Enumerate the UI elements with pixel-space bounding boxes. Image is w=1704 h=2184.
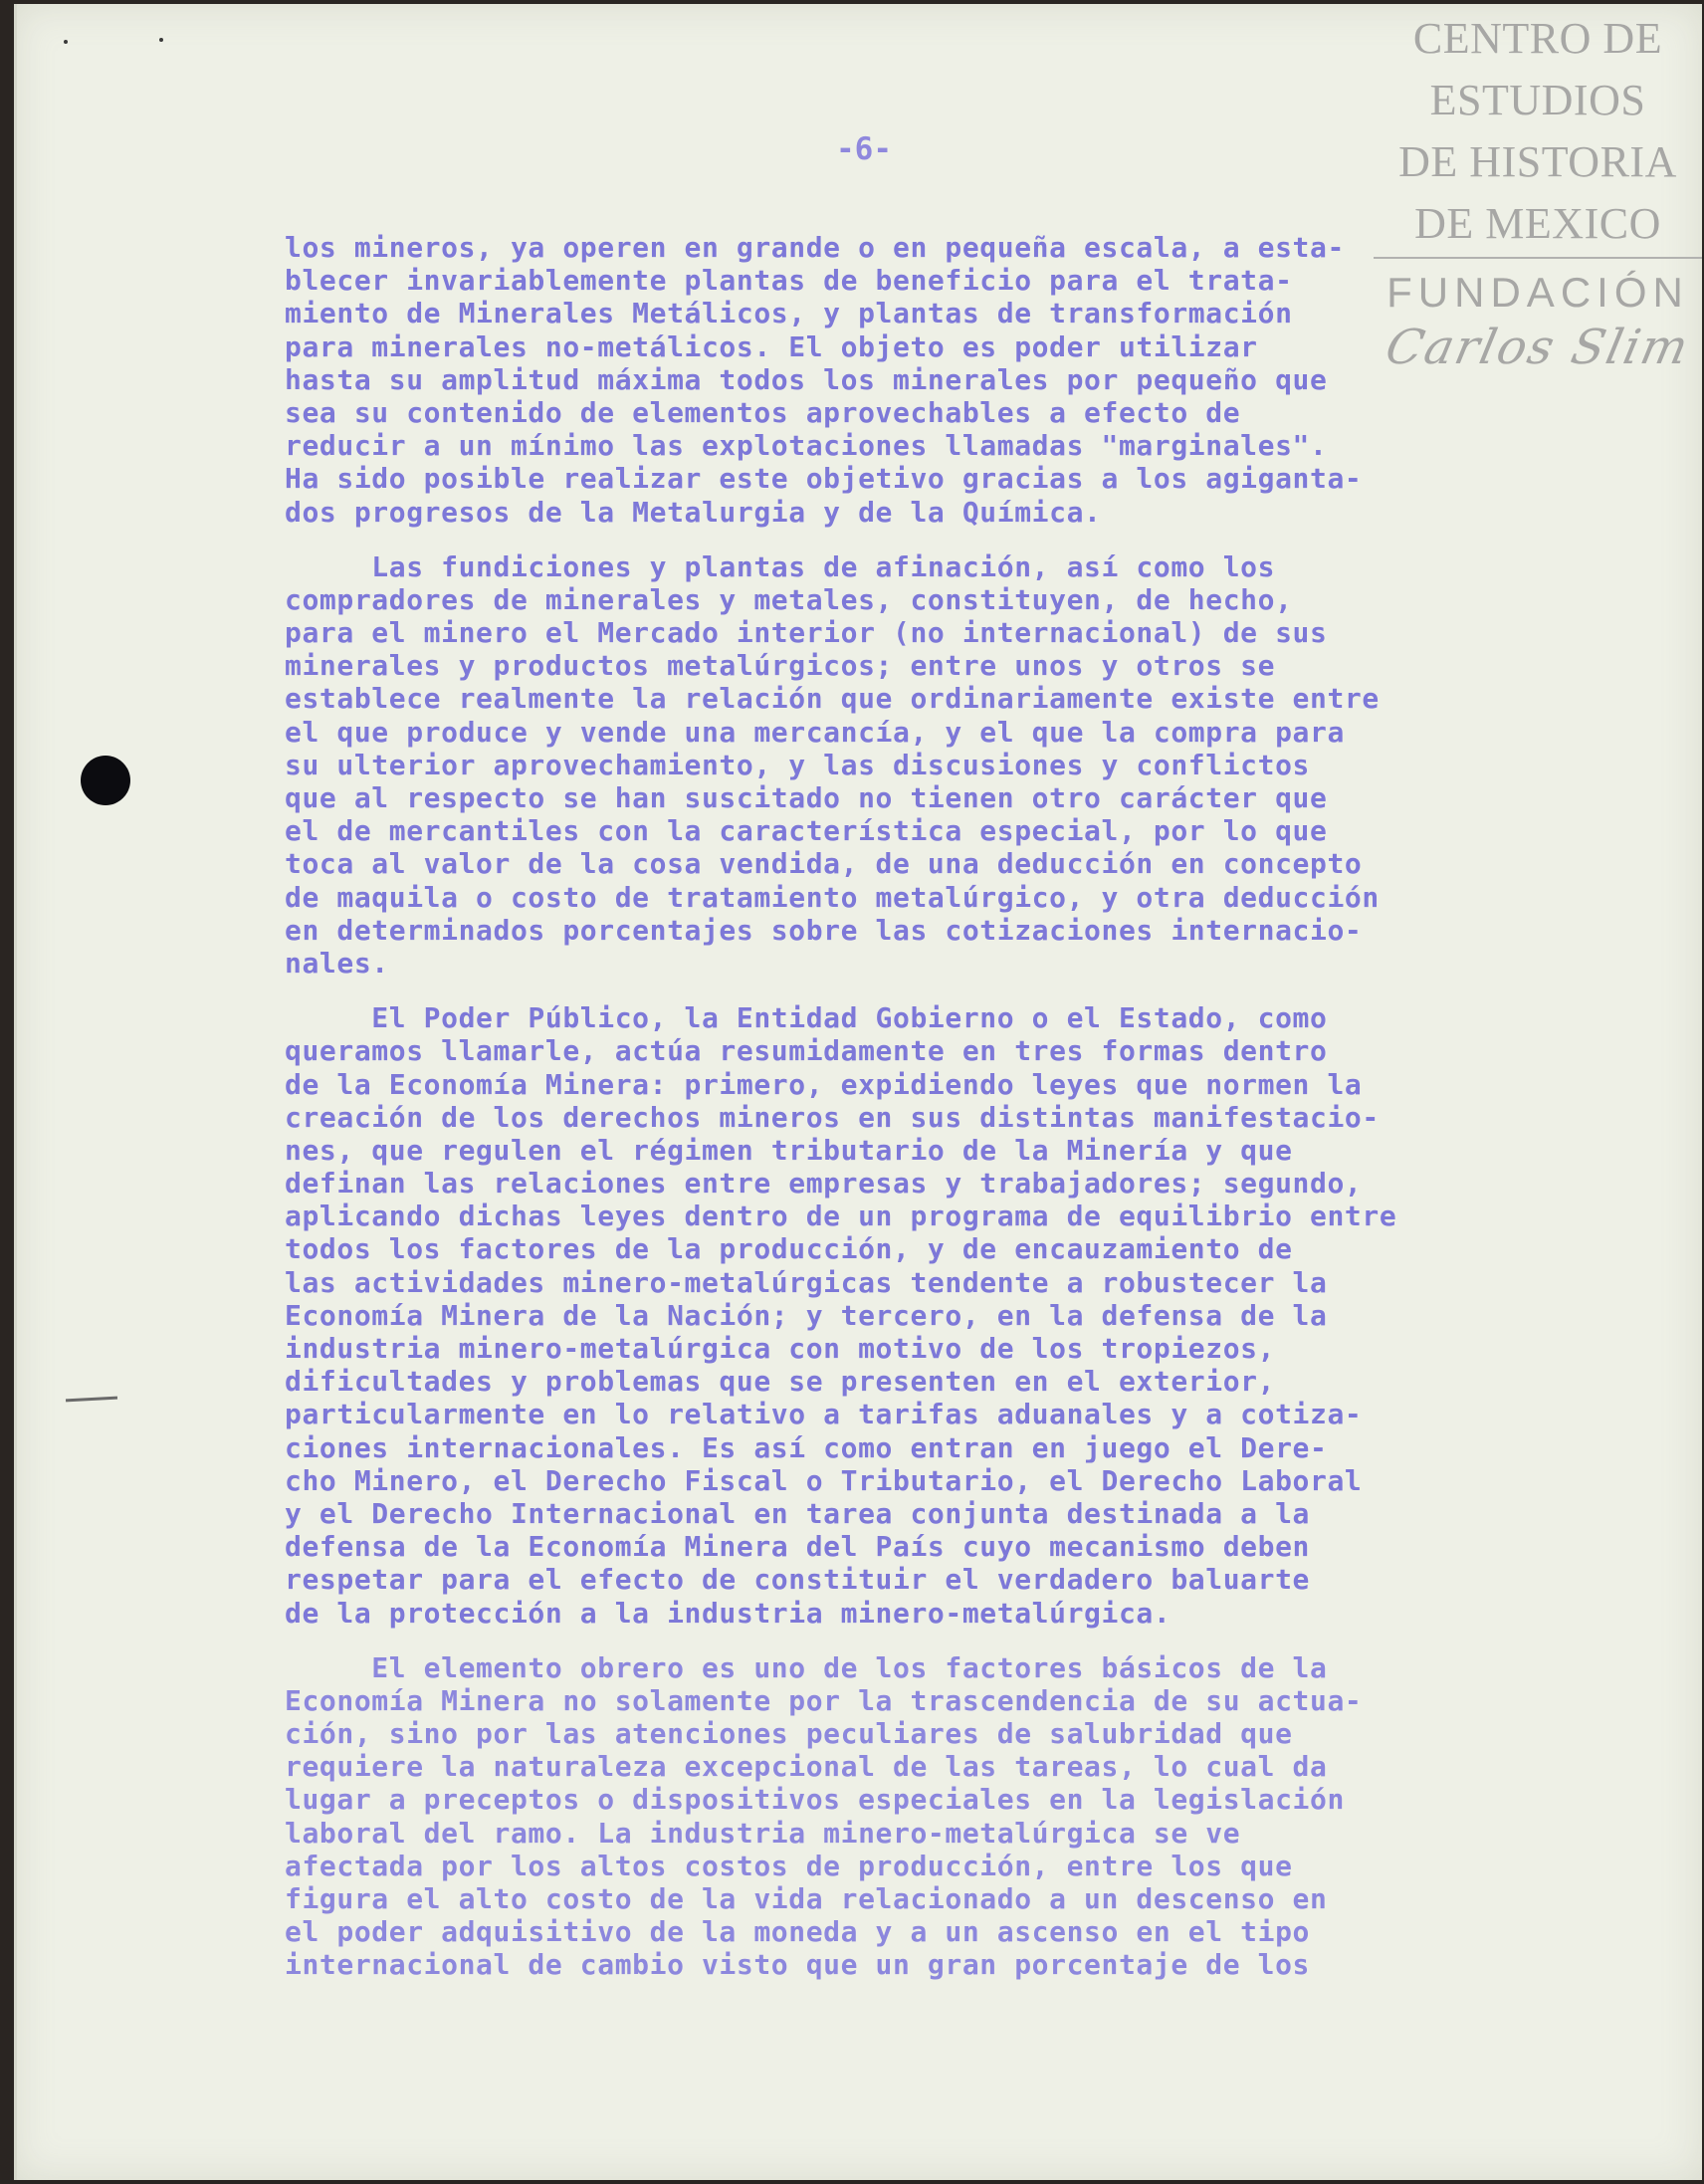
text-line: el poder adquisitivo de la moneda y a un ascenso en el tipo [285, 1915, 1310, 1949]
paragraph [285, 1651, 1579, 1982]
text-line: ciones internacionales. Es así como entran en juego el Dere- [285, 1430, 1328, 1464]
paragraph [285, 1001, 1579, 1630]
text-line: defensa de la Economía Minera del País cuyo mecanismo deben [285, 1530, 1310, 1564]
text-line: para minerales no-metálicos. El objeto es poder utilizar [285, 329, 1258, 363]
page-edge [14, 4, 17, 2180]
text-line: dos progresos de la Metalurgia y de la Química. [285, 495, 1102, 529]
punch-hole [81, 756, 130, 805]
text-line: aplicando dichas leyes dentro de un programa de equilibrio entre [285, 1200, 1397, 1233]
speck [64, 40, 68, 44]
text-line: internacional de cambio visto que un gran porcentaje de los [285, 1948, 1310, 1982]
watermark-signature: Carlos Slim [1381, 320, 1695, 375]
margin-mark [66, 1397, 117, 1403]
text-line: sea su contenido de elementos aprovechables a efecto de [285, 395, 1241, 429]
text-line: hasta su amplitud máxima todos los minerales por pequeño que [285, 362, 1328, 396]
text-line: el de mercantiles con la característica especial, por lo que [285, 814, 1328, 848]
text-line: dificultades y problemas que se presenten en el exterior, [285, 1365, 1276, 1399]
text-line: Economía Minera de la Nación; y tercero, en la defensa de la [285, 1298, 1328, 1332]
text-line: respetar para el efecto de constituir el verdadero baluarte [285, 1563, 1310, 1597]
paragraph [285, 231, 1579, 529]
text-line: el que produce y vende una mercancía, y el que la compra para [285, 715, 1345, 749]
text-line: las actividades minero-metalúrgicas tendente a robustecer la [285, 1265, 1328, 1299]
text-line: reducir a un mínimo las explotaciones llamadas "marginales". [285, 429, 1328, 463]
text-line: Las fundiciones y plantas de afinación, así como los [285, 549, 1276, 583]
text-line: compradores de minerales y metales, constituyen, de hecho, [285, 582, 1293, 616]
text-line: nes, que regulen el régimen tributario de la Minería y que [285, 1133, 1293, 1167]
text-line: nales. [285, 946, 389, 980]
text-line: toca al valor de la cosa vendida, de una deducción en concepto [285, 847, 1363, 881]
text-line: creación de los derechos mineros en sus distintas manifestacio- [285, 1100, 1380, 1134]
watermark-line-2: ESTUDIOS [1429, 76, 1646, 124]
watermark-line-4: DE MEXICO [1414, 199, 1661, 248]
text-line: que al respecto se han suscitado no tienen otro carácter que [285, 781, 1328, 814]
text-line: para el minero el Mercado interior (no internacional) de sus [285, 616, 1328, 650]
text-line: todos los factores de la producción, y de encauzamiento de [285, 1232, 1293, 1266]
text-line: particularmente en lo relativo a tarifas aduanales y a cotiza- [285, 1398, 1363, 1431]
text-line: de maquila o costo de tratamiento metalúrgico, y otra deducción [285, 880, 1380, 914]
text-line: industria minero-metalúrgica con motivo de los tropiezos, [285, 1332, 1276, 1365]
text-line: y el Derecho Internacional en tarea conjunta destinada a la [285, 1496, 1310, 1530]
text-line: queramos llamarle, actúa resumidamente en tres formas dentro [285, 1034, 1328, 1068]
text-line: afectada por los altos costos de producción, entre los que [285, 1849, 1293, 1882]
text-line: El elemento obrero es uno de los factores básicos de la [285, 1650, 1328, 1684]
text-line: Ha sido posible realizar este objetivo gracias a los agiganta- [285, 462, 1363, 496]
paragraph [285, 550, 1579, 980]
page-number: -6- [836, 131, 892, 167]
text-line: en determinados porcentajes sobre las cotizaciones internacio- [285, 913, 1363, 947]
text-line: definan las relaciones entre empresas y trabajadores; segundo, [285, 1167, 1363, 1201]
text-line: Economía Minera no solamente por la trascendencia de su actua- [285, 1683, 1363, 1717]
text-line: establece realmente la relación que ordinariamente existe entre [285, 682, 1380, 716]
speck [159, 38, 163, 42]
typed-text-body [285, 231, 1579, 2004]
watermark-line-3: DE HISTORIA [1398, 137, 1677, 186]
text-line: miento de Minerales Metálicos, y plantas de transformación [285, 297, 1293, 330]
text-line: El Poder Público, la Entidad Gobierno o el Estado, como [285, 1001, 1328, 1035]
text-line: blecer invariablemente plantas de beneficio para el trata- [285, 264, 1293, 298]
watermark-line-1: CENTRO DE [1412, 14, 1663, 63]
text-line: su ulterior aprovechamiento, y las discusiones y conflictos [285, 748, 1310, 781]
text-line: requiere la naturaleza excepcional de las tareas, lo cual da [285, 1750, 1328, 1784]
document-page [14, 4, 1702, 2180]
text-line: laboral del ramo. La industria minero-metalúrgica se ve [285, 1816, 1241, 1850]
text-line: los mineros, ya operen en grande o en pequeña escala, a esta- [285, 231, 1345, 264]
text-line: figura el alto costo de la vida relacionado a un descenso en [285, 1882, 1328, 1915]
text-line: cho Minero, el Derecho Fiscal o Tributario, el Derecho Laboral [285, 1463, 1363, 1497]
text-line: de la Economía Minera: primero, expidiendo leyes que normen la [285, 1067, 1363, 1101]
text-line: minerales y productos metalúrgicos; entre unos y otros se [285, 649, 1276, 683]
text-line: lugar a preceptos o dispositivos especiales en la legislación [285, 1783, 1345, 1817]
text-line: de la protección a la industria minero-metalúrgica. [285, 1596, 1172, 1630]
text-line: ción, sino por las atenciones peculiares de salubridad que [285, 1717, 1293, 1751]
watermark-foundation: FUNDACIÓN [1386, 269, 1689, 316]
